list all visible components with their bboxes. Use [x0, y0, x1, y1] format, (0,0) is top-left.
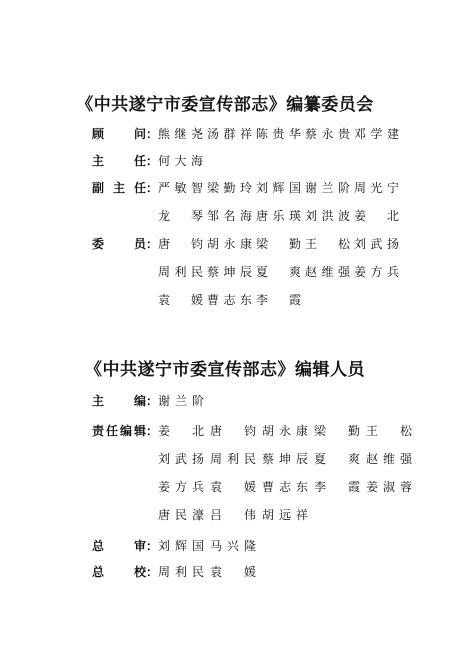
name-list [158, 262, 403, 282]
person-name: 姜方兵 [158, 480, 205, 494]
committee-row [92, 206, 403, 226]
committee-row [92, 151, 207, 171]
person-name: 周利民 [158, 265, 204, 279]
editors-row [92, 391, 210, 411]
person-name: 赵维强 [305, 265, 351, 279]
person-name: 梁勤 [256, 237, 302, 251]
person-name: 吕伟 [210, 508, 257, 522]
person-name: 袁媛 [210, 565, 257, 579]
person-name: 严敏智 [158, 181, 204, 195]
person-name: 胡远祥 [262, 508, 309, 522]
person-name: 李霞 [256, 293, 302, 307]
role-separator: ： [146, 394, 159, 408]
committee-row [92, 290, 305, 310]
committee-row [92, 262, 403, 282]
person-name: 谢兰阶 [158, 394, 205, 408]
person-name: 周利民 [158, 565, 205, 579]
person-name: 唐民濠 [158, 508, 205, 522]
name-list [158, 290, 305, 310]
person-name: 唐乐瑛 [256, 209, 302, 223]
person-name: 夏爽 [314, 452, 361, 466]
role-separator: ： [146, 237, 159, 251]
name-list [158, 151, 207, 171]
person-name: 胡永康 [262, 424, 309, 438]
role-label: 副主任 [92, 181, 146, 195]
role-label [92, 262, 146, 282]
name-list [158, 477, 418, 497]
role-label: 主任 [92, 154, 146, 168]
role-label: 委员 [92, 237, 146, 251]
person-name: 唐钧 [158, 237, 204, 251]
role-separator: ： [146, 127, 159, 141]
person-name: 刘武扬 [354, 237, 400, 251]
person-name: 蔡坤辰 [207, 265, 253, 279]
person-name: 邓学建 [354, 127, 400, 141]
person-name: 汤群祥 [207, 127, 253, 141]
editors-row [92, 421, 418, 441]
person-name: 周利民 [210, 452, 257, 466]
role-separator: ： [146, 424, 159, 438]
person-name: 蔡永贵 [305, 127, 351, 141]
role-separator [146, 477, 158, 497]
role-label: 主编 [92, 394, 146, 408]
person-name: 曹志东 [207, 293, 253, 307]
name-list [158, 206, 403, 226]
name-list [158, 391, 210, 411]
person-name: 曹志东 [262, 480, 309, 494]
person-name: 刘辉国 [158, 539, 205, 553]
name-list [158, 234, 403, 254]
person-name: 蔡坤辰 [262, 452, 309, 466]
role-separator: ： [146, 539, 159, 553]
editors-title: 《中共遂宁市委宣传部志》编辑人员 [85, 360, 365, 380]
person-name: 何大海 [158, 154, 204, 168]
person-name: 夏爽 [256, 265, 302, 279]
name-list [158, 421, 418, 441]
person-name: 刘武扬 [158, 452, 205, 466]
committee-row [92, 124, 403, 144]
name-list [158, 178, 403, 198]
role-label [92, 206, 146, 226]
role-label [92, 505, 146, 525]
editors-row [92, 536, 262, 556]
role-label: 总审 [92, 539, 146, 553]
person-name: 赵维强 [366, 452, 413, 466]
role-separator: ： [146, 565, 159, 579]
role-label [92, 290, 146, 310]
person-name: 马兴隆 [210, 539, 257, 553]
name-list [158, 536, 262, 556]
role-label: 责任编辑 [92, 424, 146, 438]
person-name: 周光宁 [354, 181, 400, 195]
role-label: 总校 [92, 565, 146, 579]
role-separator [146, 262, 158, 282]
role-separator: ： [146, 181, 159, 195]
person-name: 刘洪波 [305, 209, 351, 223]
role-label [92, 477, 146, 497]
role-separator [146, 290, 158, 310]
committee-row [92, 178, 403, 198]
person-name: 梁勤 [314, 424, 361, 438]
name-list [158, 562, 262, 582]
person-name: 袁媛 [158, 293, 204, 307]
person-name: 袁媛 [210, 480, 257, 494]
person-name: 谢兰阶 [305, 181, 351, 195]
person-name: 胡永康 [207, 237, 253, 251]
person-name: 李霞 [314, 480, 361, 494]
role-separator [146, 206, 158, 226]
role-separator [146, 505, 158, 525]
role-label: 顾问 [92, 127, 146, 141]
name-list [158, 505, 314, 525]
committee-row [92, 234, 403, 254]
name-list [158, 449, 418, 469]
person-name: 王松 [366, 424, 413, 438]
person-name: 姜方兵 [354, 265, 400, 279]
committee-title: 《中共遂宁市委宣传部志》编纂委员会 [76, 95, 374, 115]
person-name: 梁勤玲 [207, 181, 253, 195]
editors-row [92, 505, 314, 525]
editors-row [92, 477, 418, 497]
person-name: 刘辉国 [256, 181, 302, 195]
role-separator [146, 449, 158, 469]
role-separator: ： [146, 154, 159, 168]
person-name: 邹名海 [207, 209, 253, 223]
role-label [92, 449, 146, 469]
person-name: 陈贵华 [256, 127, 302, 141]
person-name: 姜北 [158, 424, 205, 438]
editors-row [92, 562, 262, 582]
person-name: 王松 [305, 237, 351, 251]
person-name: 熊继尧 [158, 127, 204, 141]
person-name: 龙琴 [158, 209, 204, 223]
person-name: 姜北 [354, 209, 400, 223]
person-name: 唐钧 [210, 424, 257, 438]
editors-row [92, 449, 418, 469]
person-name: 姜淑蓉 [366, 480, 413, 494]
name-list [158, 124, 403, 144]
